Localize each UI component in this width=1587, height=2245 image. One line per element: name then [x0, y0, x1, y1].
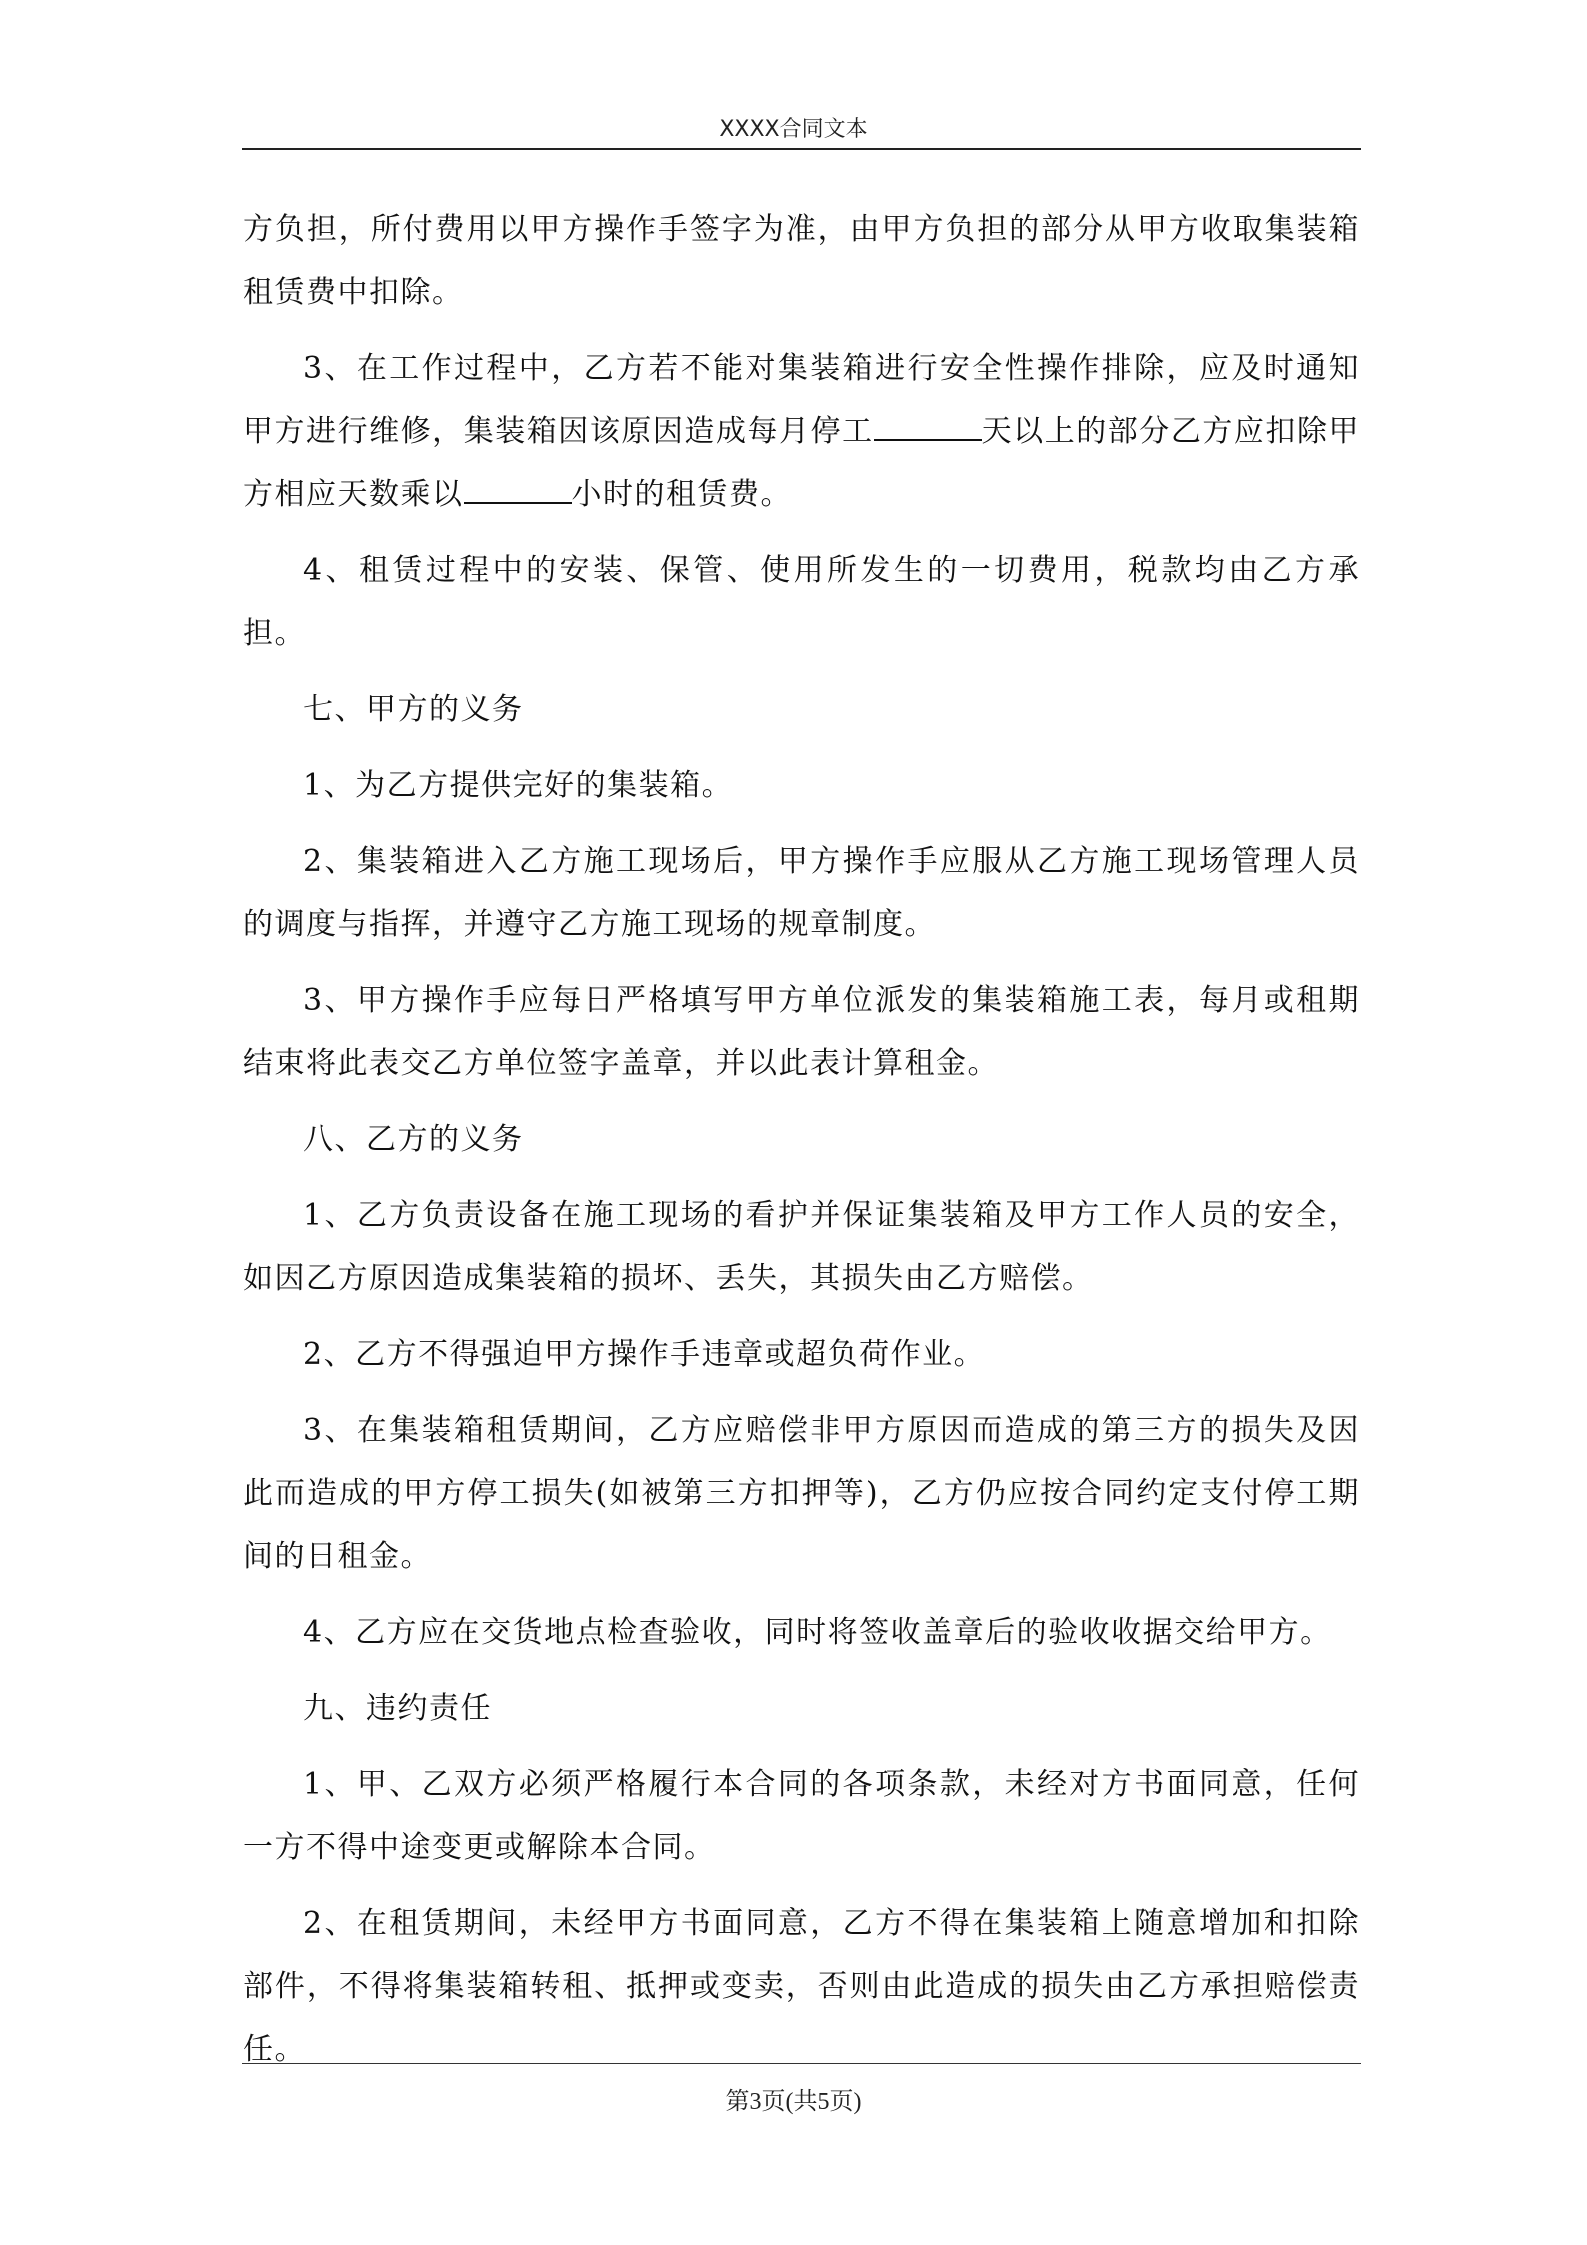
- section-heading-9: 九、违约责任: [303, 1691, 492, 1726]
- page-number: 第3页(共5页): [725, 2089, 862, 2115]
- section-heading-7: 七、甲方的义务: [303, 692, 524, 727]
- clause-7-2: 2、集装箱进入乙方施工现场后，甲方操作手应服从乙方施工现场管理人员的调度与指挥，并遵守乙方施工现场的规章制度。: [243, 844, 1360, 942]
- contract-body: [243, 198, 1360, 2094]
- clause-text: 小时的租赁费。: [571, 477, 792, 512]
- clause-6-4: 4、租赁过程中的安装、保管、使用所发生的一切费用，税款均由乙方承担。: [243, 553, 1360, 651]
- clause-text: 天以上的部分乙方应扣除甲方相应天数乘以: [243, 414, 1360, 512]
- fill-in-blank-hours: [464, 476, 572, 504]
- clause-7-1: 1、为乙方提供完好的集装箱。: [303, 768, 734, 803]
- footer-divider: [242, 2063, 1361, 2064]
- clause-8-4: 4、乙方应在交货地点检查验收，同时将签收盖章后的验收收据交给甲方。: [303, 1615, 1332, 1650]
- fill-in-blank-days: [874, 413, 982, 441]
- clause-7-3: 3、甲方操作手应每日严格填写甲方单位派发的集装箱施工表，每月或租期结束将此表交乙方单位签字盖章，并以此表计算租金。: [243, 983, 1360, 1081]
- clause-text: 3、在工作过程中，乙方若不能对集装箱进行安全性操作排除，应及时通知甲方进行维修，集装箱因该原因造成每月停工: [243, 351, 1360, 449]
- clause-8-2: 2、乙方不得强迫甲方操作手违章或超负荷作业。: [303, 1337, 986, 1372]
- clause-9-2: 2、在租赁期间，未经甲方书面同意，乙方不得在集装箱上随意增加和扣除部件，不得将集装箱转租、抵押或变卖，否则由此造成的损失由乙方承担赔偿责任。: [243, 1906, 1360, 2067]
- clause-6-3: [243, 337, 1360, 526]
- clause-8-3: 3、在集装箱租赁期间，乙方应赔偿非甲方原因而造成的第三方的损失及因此而造成的甲方停工损失(如被第三方扣押等)，乙方仍应按合同约定支付停工期间的日租金。: [243, 1413, 1360, 1574]
- section-heading-8: 八、乙方的义务: [303, 1122, 524, 1157]
- header-title: XXXX合同文本: [719, 117, 868, 142]
- paragraph-continuation: 方负担，所付费用以甲方操作手签字为准，由甲方负担的部分从甲方收取集装箱租赁费中扣除。: [243, 212, 1360, 310]
- clause-9-1: 1、甲、乙双方必须严格履行本合同的各项条款，未经对方书面同意，任何一方不得中途变更或解除本合同。: [243, 1767, 1360, 1865]
- clause-8-1: 1、乙方负责设备在施工现场的看护并保证集装箱及甲方工作人员的安全，如因乙方原因造成集装箱的损坏、丢失，其损失由乙方赔偿。: [243, 1198, 1360, 1296]
- header-divider: [242, 148, 1361, 150]
